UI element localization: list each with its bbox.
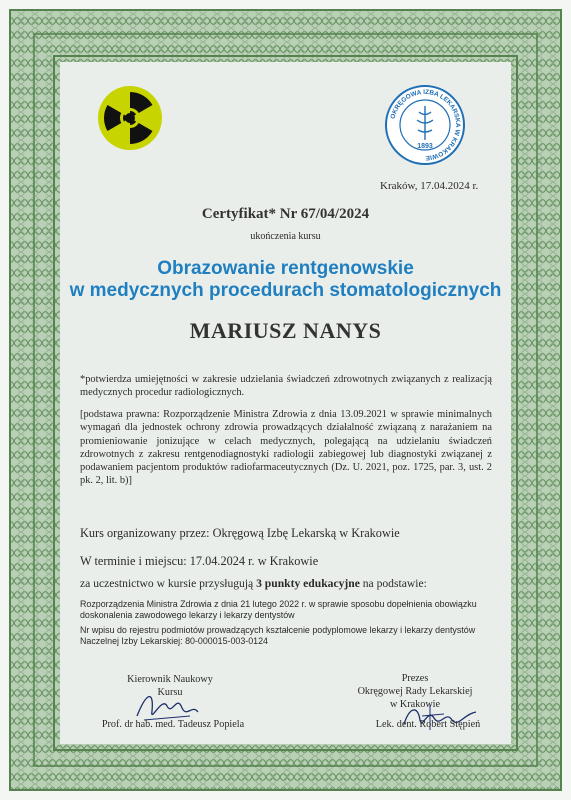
confirmation-text: *potwierdza umiejętności w zakresie udzielania świadczeń zdrowotnych związanych z realizacją medycznych procedur radiologicznych. (80, 374, 492, 399)
radiation-icon (97, 85, 163, 151)
seal-year: 1893 (417, 143, 433, 150)
course-title-line1: Obrazowanie rentgenowskie (157, 258, 414, 279)
organizer-line: Kurs organizowany przez: Okręgową Izbę Lekarską w Krakowie (80, 526, 400, 540)
registry-text: Nr wpisu do rejestru podmiotów prowadzących kształcenie podyplomowe lekarzy i lekarzy dentystów Naczelnej Izby Lekarskiej: 80-000015-003-0124 (80, 625, 476, 646)
course-title-line2: w medycznych procedurach stomatologicznych (69, 280, 502, 301)
recipient-name: MARIUSZ NANYS (189, 318, 382, 343)
right-role-line2: Okręgowej Rady Lekarskiej (357, 686, 473, 697)
issue-date: Kraków, 17.04.2024 r. (380, 180, 479, 192)
certificate-title: Certyfikat* Nr 67/04/2024 (201, 206, 370, 222)
points-prefix: za uczestnictwo w kursie przysługują (80, 577, 257, 590)
seal-text: OKRĘGOWA IZBA LEKARSKA W KRAKOWIE (389, 88, 462, 162)
points-value: 3 punkty edukacyjne (256, 577, 360, 590)
points-line (80, 577, 500, 590)
legal-basis-text: [podstawa prawna: Rozporządzenie Ministra Zdrowia z dnia 13.09.2021 w sprawie minimalnych wymagań dla jednostek ochrony zdrowia prowadzących działalność związaną z narażaniem na promieniowanie jonizujące w celach medycznych, polegającą na udzielaniu świadczeń zdrowotnych z zakresu rentgenodiagnostyki radiologii zabiegowej lub diagnostyki związanej z podawaniem pacjentom produktów radiofarmaceutycznych (Dz. U. 2021, poz. 1725, par. 3, ust. 2 pk. 2, lit. b)] (80, 409, 492, 487)
left-role-line1: Kierownik Naukowy (127, 674, 213, 685)
left-signatory-name: Prof. dr hab. med. Tadeusz Popiela (101, 719, 245, 730)
right-role-line1: Prezes (401, 673, 429, 684)
regulation-text: Rozporządzenia Ministra Zdrowia z dnia 21 lutego 2022 r. w sprawie sposobu dopełnienia obowiązku doskonalenia zawodowego lekarzy i lekarzy dentystów (80, 599, 477, 620)
certificate-subtitle: ukończenia kursu (250, 231, 321, 242)
points-suffix: na podstawie: (359, 577, 427, 590)
left-role-line2: Kursu (157, 687, 183, 698)
right-role-line3: w Krakowie (389, 699, 441, 710)
course-title (0, 258, 571, 302)
term-place-line: W terminie i miejscu: 17.04.2024 r. w Krakowie (80, 554, 319, 568)
chamber-seal-icon (384, 84, 466, 166)
right-signatory-name: Lek. dent. Robert Stępień (375, 719, 481, 730)
